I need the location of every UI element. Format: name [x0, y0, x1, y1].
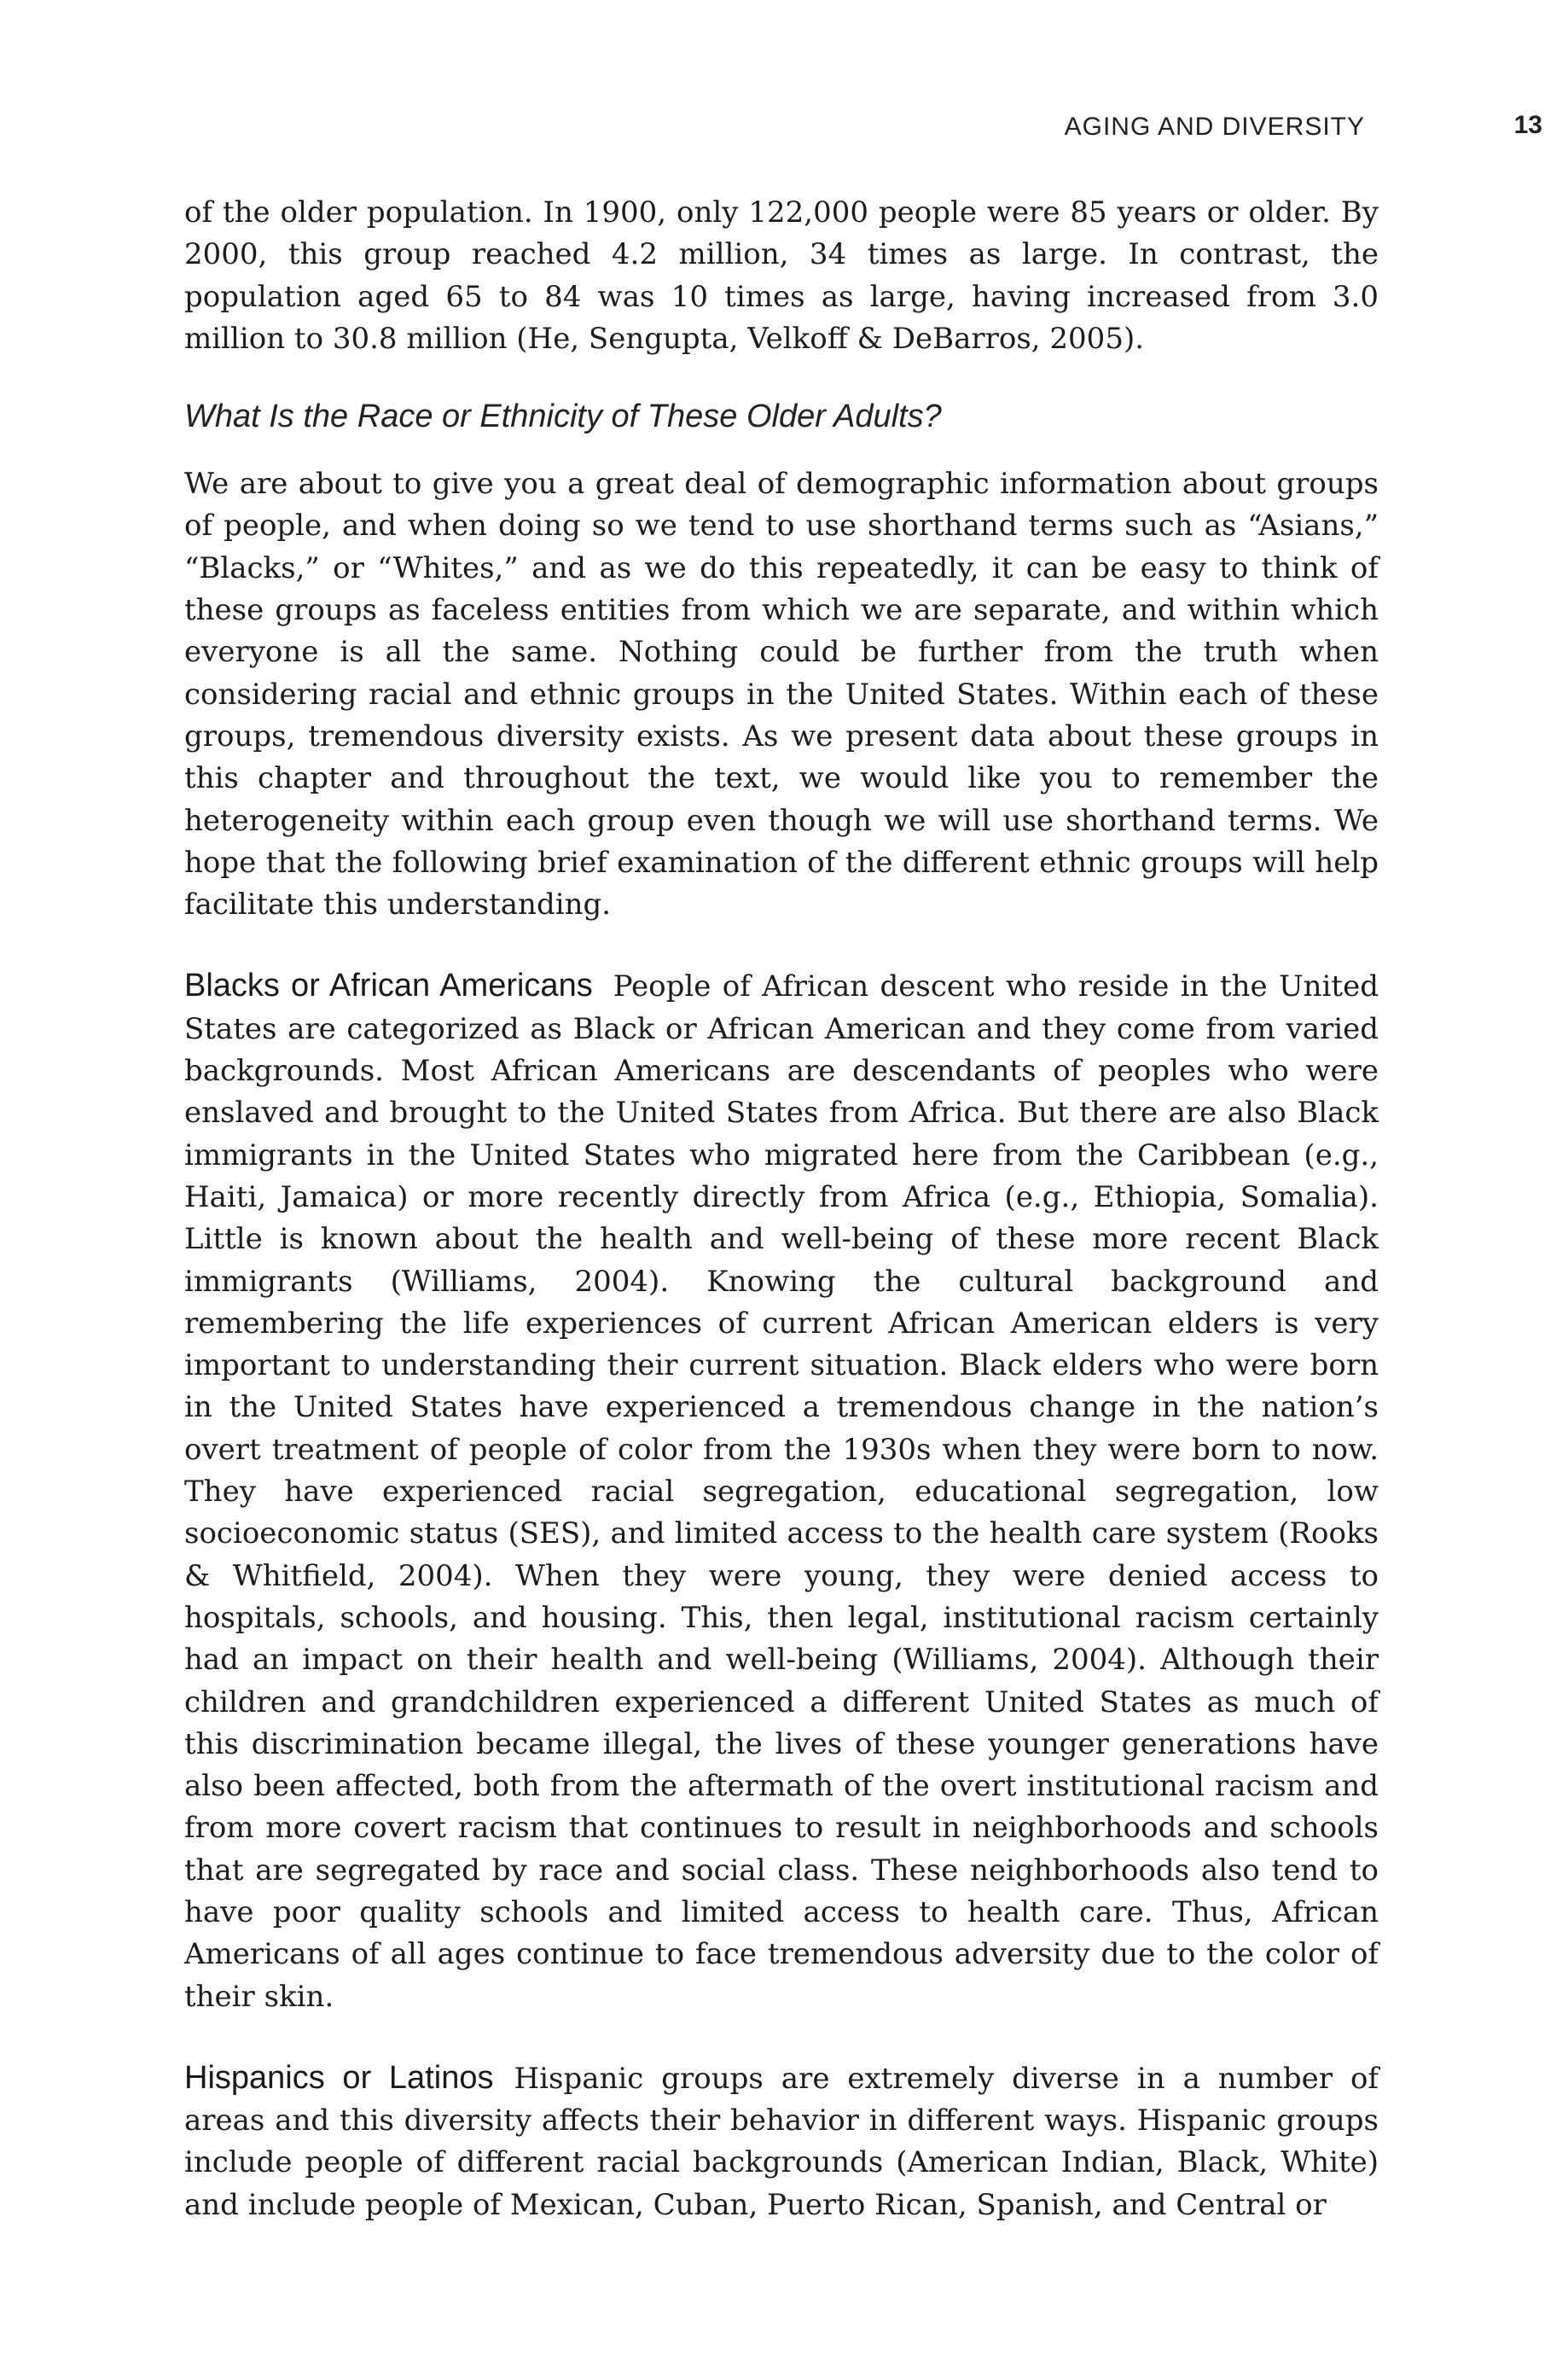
running-head: AGING AND DIVERSITY [1064, 113, 1365, 141]
intro-paragraph: of the older population. In 1900, only 122,000 people were 85 years or older. By 2000, this group reached 4.2 million, 34 times as large. In contrast, the population aged 65 to 84 was 10 times as large, having increased from 3.0 million to 30.8 million (He, Sengupta, Velkoff & DeBarros, 2005). [184, 195, 1379, 356]
section-heading: What Is the Race or Ethnicity of These Older Adults? [184, 399, 942, 435]
subsection-heading: Hispanics or Latinos [184, 2059, 494, 2096]
section-paragraph: We are about to give you a great deal of demographic information about groups of people, and when doing so we tend to use shorthand terms such as “Asians,” “Blacks,” or “Whites,” and as we do this repeatedly, it can be easy to think of these groups as faceless entities from which we are separate, and within which everyone is all the same. Nothing could be further from the truth when considering racial and ethnic groups in the United States. Within each of these groups, tremendous diversity exists. As we present data about these groups in this chapter and throughout the text, we would like you to remember the heterogeneity within each group even though we will use shorthand terms. We hope that the following brief examination of the different ethnic groups will help facilitate this understanding. [184, 467, 1379, 922]
page-body [184, 192, 1379, 2226]
page-number: 13 [1513, 111, 1542, 139]
subsection-text: Hispanic groups are extremely diverse in a number of areas and this diversity affects their behavior in different ways. Hispanic groups include people of different racial backgrounds (American Indian, Black, White) and include people of Mexican, Cuban, Puerto Rican, Spanish, and Central or [184, 2061, 1379, 2222]
subsection-blacks-african-americans [184, 965, 1379, 2017]
subsection-heading: Blacks or African Americans [184, 968, 593, 1004]
subsection-hispanics-latinos [184, 2057, 1379, 2226]
subsection-text: People of African descent who reside in the United States are categorized as Black or African American and they come from varied backgrounds. Most African Americans are descendants of peoples who were enslaved and brought to the United States from Africa. But there are also Black immigrants in the United States who migrated here from the Caribbean (e.g., Haiti, Jamaica) or more recently directly from Africa (e.g., Ethiopia, Somalia). Little is known about the health and well-being of these more recent Black immigrants (Williams, 2004). Knowing the cultural background and remembering the life experiences of current African American elders is very important to understanding their current situation. Black elders who were born in the United States have experienced a tremendous change in the nation’s overt treatment of people of color from the 1930s when they were born to now. They have experienced racial segregation, educational segregation, low socioeconomic status (SES), and limited access to the health care system (Rooks & Whitfield, 2004). When they were young, they were denied access to hospitals, schools, and housing. This, then legal, institutional racism certainly had an impact on their health and well-being (Williams, 2004). Although their children and grandchildren experienced a different United States as much of this discrimination became illegal, the lives of these younger generations have also been affected, both from the aftermath of the overt institutional racism and from more covert racism that continues to result in neighborhoods and schools that are segregated by race and social class. These neighborhoods also tend to have poor quality schools and limited access to health care. Thus, African Americans of all ages continue to face tremendous adversity due to the color of their skin. [184, 969, 1379, 2014]
